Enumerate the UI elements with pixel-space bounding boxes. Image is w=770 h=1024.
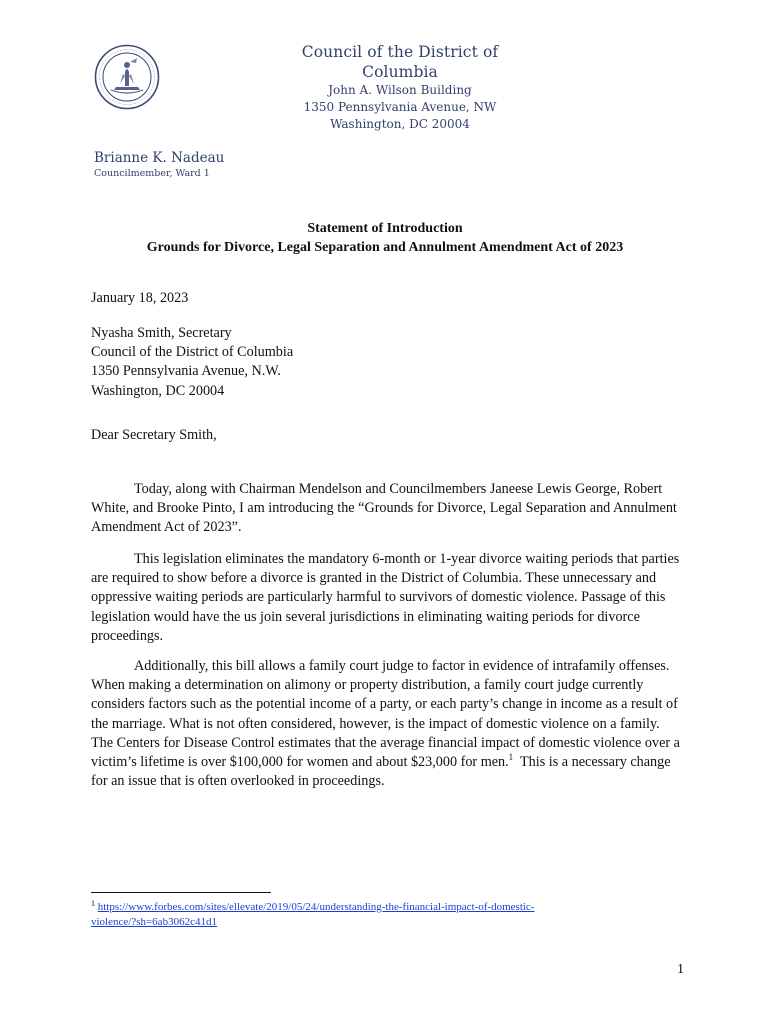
body-paragraph-3-tail: This is a necessary change for an issue that is often overlooked in proceedings.	[91, 754, 671, 790]
footnote-link[interactable]	[91, 901, 534, 928]
document-heading: Statement of Introduction	[307, 221, 463, 236]
letterhead-city: Washington, DC 20004	[330, 117, 470, 131]
document-subheading: Grounds for Divorce, Legal Separation and Annulment Amendment Act of 2023	[146, 240, 624, 255]
recipient-line: 1350 Pennsylvania Avenue, N.W.	[91, 363, 281, 380]
footnote-divider	[91, 892, 271, 893]
recipient-line: Council of the District of Columbia	[91, 344, 294, 361]
body-paragraph-3-text: Additionally, this bill allows a family court judge to factor in evidence of intrafamily offenses. When making a determination on alimony or property distribution, a family court judge currently considers factors such as the potential income of a party, or each party’s change in income as a result of the marriage. What is not often considered, however, is the impact of domestic violence on a family. The Centers for Disease Control estimates that the average financial impact of domestic violence over a victim’s lifetime is over $100,000 for women and about $23,000 for men.	[91, 658, 680, 771]
document-title	[0, 219, 770, 257]
letter-date: January 18, 2023	[91, 290, 189, 306]
footnote-link-line-1[interactable]: https://www.forbes.com/sites/ellevate/2019/05/24/understanding-the-financial-impact-of-domestic-	[97, 901, 535, 913]
dc-council-seal-icon	[94, 44, 160, 110]
councilmember-title: Councilmember, Ward 1	[94, 168, 210, 179]
footnote-number: 1	[91, 899, 95, 908]
letterhead-building: John A. Wilson Building	[328, 83, 472, 97]
recipient-address	[91, 324, 683, 401]
recipient-line: Nyasha Smith, Secretary	[91, 325, 232, 341]
councilmember-block	[94, 150, 224, 180]
page-number: 1	[677, 962, 684, 977]
letterhead-street: 1350 Pennsylvania Avenue, NW	[303, 100, 497, 114]
body-paragraph-1: Today, along with Chairman Mendelson and Councilmembers Janeese Lewis George, Robert White, and Brooke Pinto, I am introducing the “Grounds for Divorce, Legal Separation and Annulment Amendment Act of 2023”.	[91, 481, 677, 536]
recipient-line: Washington, DC 20004	[91, 382, 225, 399]
salutation: Dear Secretary Smith,	[91, 427, 217, 443]
letterhead-organization: Council of the District of Columbia	[301, 43, 499, 81]
body-paragraph-3	[91, 657, 683, 791]
councilmember-name: Brianne K. Nadeau	[94, 150, 225, 166]
footnote-reference[interactable]: 1	[508, 752, 514, 763]
footnote	[91, 900, 691, 929]
body-paragraph-2: This legislation eliminates the mandatory 6-month or 1-year divorce waiting periods that parties are required to show before a divorce is granted in the District of Columbia. These unnecessary and oppressive waiting periods are particularly harmful to survivors of domestic violence. Passage of this legislation would have the us join several jurisdictions in eliminating waiting periods for divorce proceedings.	[91, 551, 680, 644]
letterhead	[262, 42, 538, 133]
footnote-link-line-2[interactable]: violence/?sh=6ab3062c41d1	[91, 915, 217, 928]
